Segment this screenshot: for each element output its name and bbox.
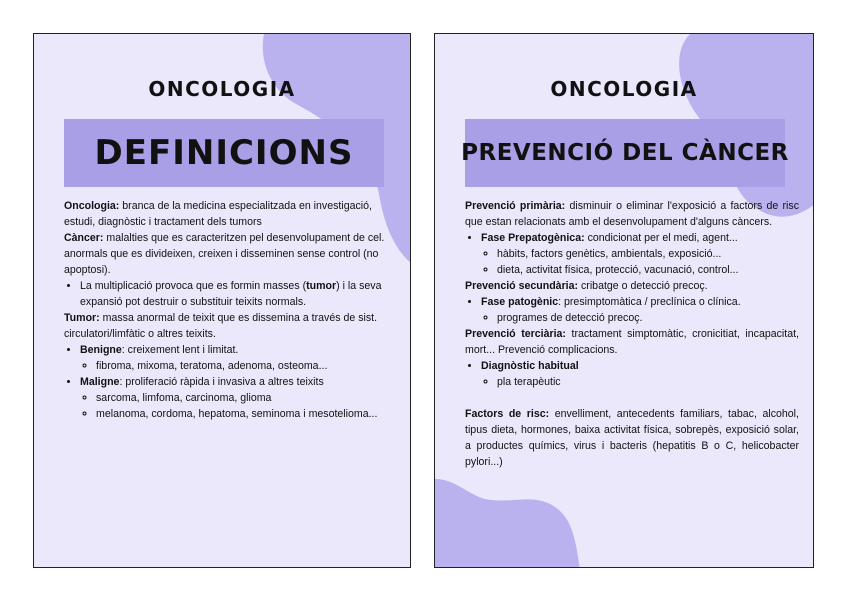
term-label: Benigne [80, 344, 122, 356]
card-title: DEFINICIONS [94, 133, 354, 173]
list-item [481, 294, 799, 326]
definition-text: malalties que es caracteritzen pel desenvolupament de cel. anormals que es divideixen, creixen i disseminen sense control (no apoptosi). [64, 232, 385, 276]
definition-text: disminuir o eliminar l'exposició a factors de risc que estan relacionats amb el desenvolupament d'alguns càncers. [465, 200, 799, 228]
secundaria-definition [465, 278, 799, 294]
term-label: tumor [306, 280, 337, 292]
list-text: sarcoma, limfoma, carcinoma, glioma [96, 392, 272, 404]
term-label: Fase Prepatogènica: [481, 232, 585, 244]
list-text: hàbits, factors genètics, ambientals, exposició... [497, 248, 722, 260]
definition-text: cribatge o detecció precoç. [578, 280, 708, 292]
term-label: Prevenció secundària: [465, 280, 579, 292]
term-label: Tumor: [64, 312, 100, 324]
definition-text: branca de la medicina especialitzada en investigació, estudi, diagnòstic i tractament dels tumors [64, 200, 372, 228]
cancer-definition [64, 230, 396, 278]
list-text: : proliferació ràpida i invasiva a altres teixits [119, 376, 324, 388]
definicions-card [33, 33, 411, 568]
list-text: La multiplicació provoca que es formin masses ( [80, 280, 307, 292]
sub-list-item [497, 246, 799, 262]
term-label: Fase patogènic [481, 296, 559, 308]
term-label: Diagnòstic habitual [481, 360, 579, 372]
factors-risc [465, 406, 799, 470]
definitions-text [64, 198, 396, 422]
list-text: programes de detecció precoç. [497, 312, 643, 324]
sub-list-item [497, 310, 799, 326]
list-item [80, 374, 396, 422]
list-text: dieta, activitat física, protecció, vacunació, control... [497, 264, 739, 276]
term-label: Prevenció primària: [465, 200, 566, 212]
list-item [80, 342, 396, 374]
list-item [80, 278, 396, 310]
list-text: ) i la seva expansió pot destruir o substituir teixits normals. [80, 280, 382, 308]
oncologia-definition [64, 198, 396, 230]
sub-list-item [96, 406, 396, 422]
sub-list-item [497, 262, 799, 278]
primaria-definition [465, 198, 799, 230]
list-text: condicionat per el medi, agent... [584, 232, 738, 244]
card-subject: ONCOLOGIA [550, 77, 698, 101]
sub-list-item [96, 390, 396, 406]
term-label: Oncologia: [64, 200, 120, 212]
list-text: melanoma, cordoma, hepatoma, seminoma i mesotelioma... [96, 408, 378, 420]
list-text: pla terapèutic [497, 376, 561, 388]
sub-list-item [96, 358, 396, 374]
sub-list-item [497, 374, 799, 390]
list-item [481, 358, 799, 390]
title-band [461, 119, 789, 187]
title-band [64, 119, 384, 187]
terciaria-definition [465, 326, 799, 358]
prevention-text [465, 198, 799, 470]
list-text: fibroma, mixoma, teratoma, adenoma, osteoma... [96, 360, 328, 372]
term-label: Prevenció terciària: [465, 328, 566, 340]
list-text: : creixement lent i limitat. [121, 344, 239, 356]
definition-text: tractament simptomàtic, cronicitiat, incapacitat, mort... Prevenció complicacions. [465, 328, 799, 356]
term-label: Factors de risc: [465, 408, 550, 420]
list-text: : presimptomàtica / preclínica o clínica. [558, 296, 741, 308]
card-title: PREVENCIÓ DEL CÀNCER [461, 140, 789, 166]
definition-text: massa anormal de teixit que es dissemina a través de sist. circulatori/limfàtic o altres teixits. [64, 312, 378, 340]
term-label: Maligne [80, 376, 120, 388]
definition-text: envelliment, antecedents familiars, tabac, alcohol, tipus dieta, hormones, baixa activitat física, sobrepès, exposició solar, a productes químics, virus i bacteris (hepatitis B o C, helicobacter pylori...) [465, 408, 799, 468]
card-subject: ONCOLOGIA [148, 77, 296, 101]
prevencio-card [434, 33, 814, 568]
tumor-definition [64, 310, 396, 342]
term-label: Càncer: [64, 232, 104, 244]
list-item [481, 230, 799, 278]
